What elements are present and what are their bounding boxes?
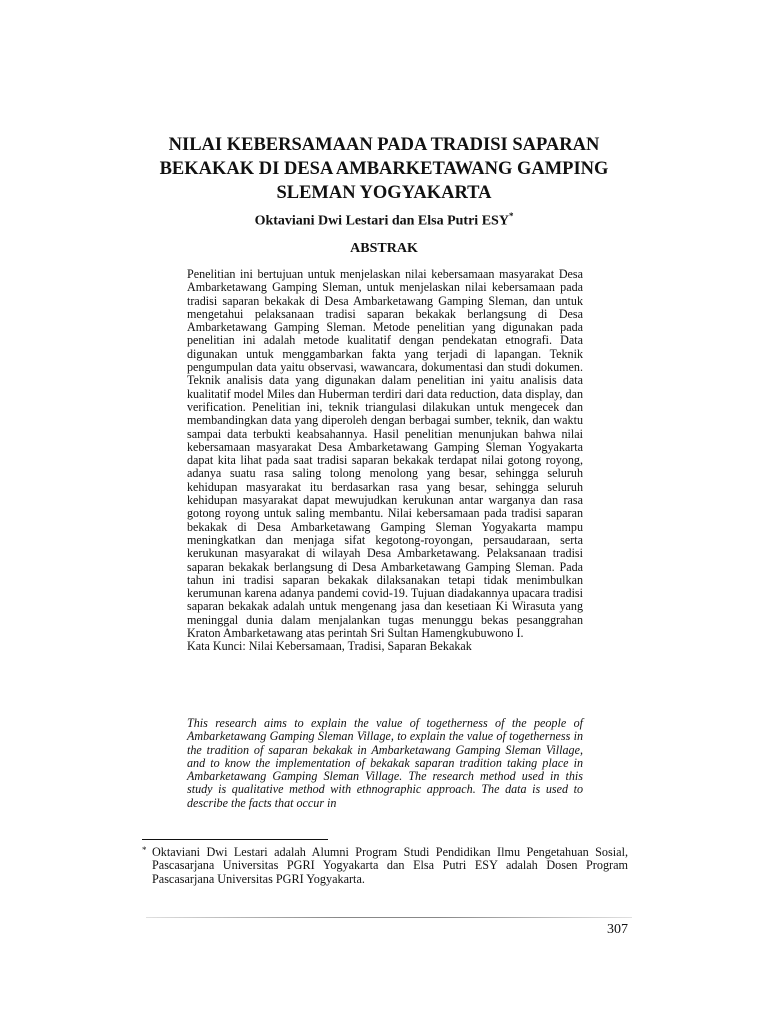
footnote-text: Oktaviani Dwi Lestari adalah Alumni Program Studi Pendidikan Ilmu Pengetahuan Sosial, Pascasarjana Universitas PGRI Yogyakarta dan Elsa Putri ESY adalah Dosen Program Pascasarjana Universitas PGRI Yogyakarta. (152, 845, 628, 886)
abstract-indonesian-text: Penelitian ini bertujuan untuk menjelaskan nilai kebersamaan masyarakat Desa Ambarketawang Gamping Sleman, untuk menjelaskan nilai kebersamaan pada tradisi saparan bekakak di Desa Ambarketawang Gamping Sleman, dan untuk mengetahui pelaksanaan tradisi saparan bekakak berlangsung di Desa Ambarketawang Gamping Sleman. Metode penelitian yang digunakan pada penelitian ini adalah metode kualitatif dengan pendekatan etnografi. Data digunakan untuk menggambarkan fakta yang terjadi di lapangan. Teknik pengumpulan data yaitu observasi, wawancara, dokumentasi dan studi dokumen. Teknik analisis data yang digunakan dalam penelitian ini yaitu analisis data kualitatif model Miles dan Huberman terdiri dari data reduction, data display, dan verification. Penelitian ini, teknik triangulasi dilakukan untuk mengecek dan membandingkan data yang diperoleh dengan berbagai sumber, teknik, dan waktu sampai data terbukti keabsahannya. Hasil penelitian menunjukan bahwa nilai kebersamaan masyarakat Desa Ambarketawang Gamping Sleman Yogyakarta dapat kita lihat pada saat tradisi saparan bekakak terdapat nilai gotong royong, adanya suatu rasa saling tolong menolong yang besar, sehingga seluruh kehidupan masyarakat itu berdasarkan rasa yang besar, sehingga seluruh kehidupan masyarakat dapat mewujudkan kerukunan antar warganya dan rasa gotong royong untuk saling membantu. Nilai kebersamaan pada tradisi saparan bekakak di Desa Ambarketawang Gamping Sleman Yogyakarta mampu meningkatkan dan menjaga sifat kegotong-royongan, persaudaraan, serta kerukunan masyarakat di wilayah Desa Ambarketawang. Pelaksanaan tradisi saparan bekakak berlangsung di Desa Ambarketawang Gamping Sleman. Pada tahun ini tradisi saparan bekakak dilaksanakan tetapi tidak menimbulkan kerumunan karena adanya pandemi covid-19. Tujuan diadakannya upacara tradisi saparan bekakak adalah untuk mengenang jasa dan kesetiaan Ki Wirasuta yang meninggal dunia dalam menjalankan tugas menunggu bekas pesanggrahan Kraton Ambarketawang atas perintah Sri Sultan Hamengkubuwono I. (187, 267, 583, 641)
paper-title (120, 133, 648, 205)
abstract-heading: ABSTRAK (350, 241, 418, 256)
author-names: Oktaviani Dwi Lestari dan Elsa Putri ESY (254, 213, 509, 229)
footnote (142, 846, 628, 886)
abstract-english: This research aims to explain the value of togetherness of the people of Ambarketawang Gamping Sleman Village, to explain the value of togetherness in the tradition of saparan bekakak in Ambarketawang Gamping Sleman Village, and to know the implementation of bekakak saparan tradition taking place in Ambarketawang Gamping Sleman Village. The research method used in this study is qualitative method with ethnographic approach. The data is used to describe the facts that occur in (187, 716, 583, 810)
page-number: 307 (607, 922, 628, 937)
footnote-mark: * (142, 845, 147, 855)
abstract-indonesian (187, 268, 583, 654)
title-line-2: BEKAKAK DI DESA AMBARKETAWANG GAMPING (159, 159, 609, 179)
title-line-1: NILAI KEBERSAMAAN PADA TRADISI SAPARAN (168, 135, 600, 155)
page-footer-rule (146, 917, 632, 918)
author-footnote-mark: * (508, 211, 514, 221)
keywords: Kata Kunci: Nilai Kebersamaan, Tradisi, Saparan Bekakak (187, 639, 472, 654)
author-line (120, 211, 648, 230)
footnote-divider (142, 839, 328, 840)
title-line-3: SLEMAN YOGYAKARTA (276, 183, 492, 203)
